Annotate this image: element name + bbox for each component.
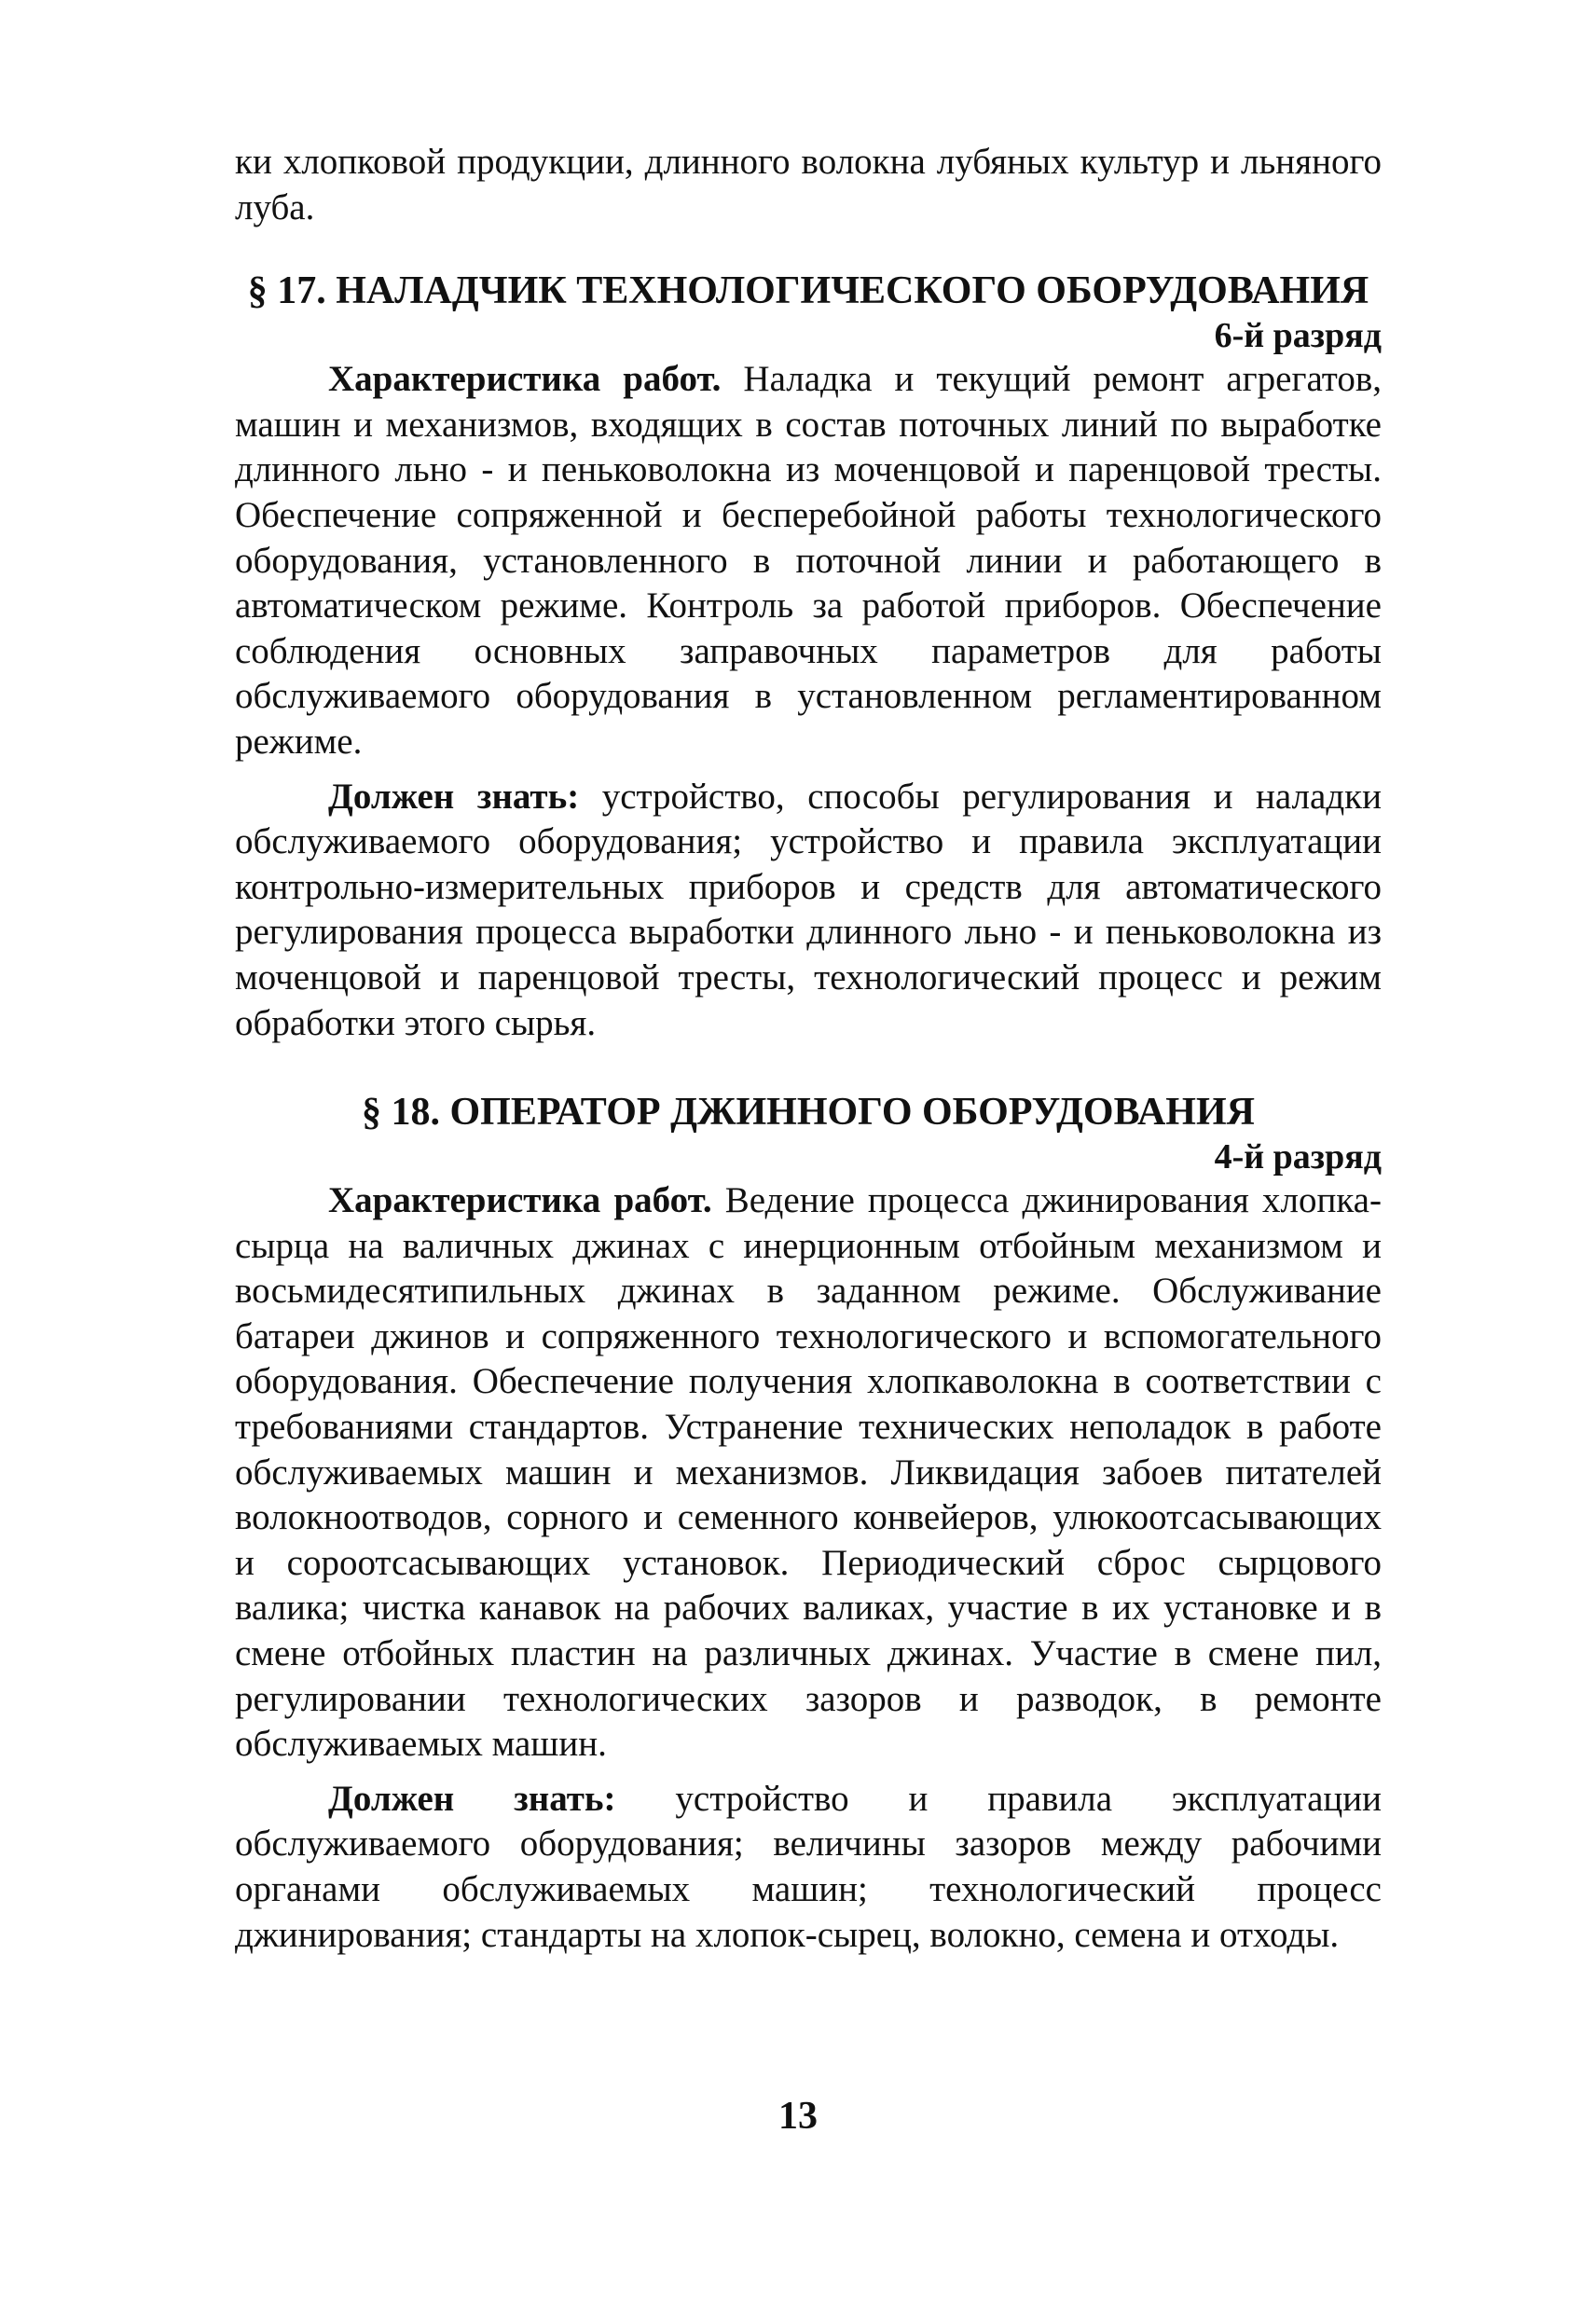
section-17-characteristics: [235, 357, 1382, 764]
characteristics-label: Характеристика работ.: [328, 359, 722, 400]
characteristics-text: Наладка и текущий ремонт агрегатов, машин и механизмов, входящих в состав поточных линий по выработке длинного льно - и пеньковолокна из моченцовой и паренцовой тресты. Обеспечение сопряженной и бесперебойной работы технологического оборудования, установленного в поточной линии и работающего в автоматическом режиме. Контроль за работой приборов. Обеспечение соблюдения основных заправочных параметров для работы обслуживаемого оборудования в установленном регламентированном режиме.: [235, 359, 1382, 762]
knowledge-text: устройство и правила эксплуатации обслуживаемого оборудования; величины зазоров между рабочими органами обслуживаемых машин; технологический процесс джинирования; стандарты на хлопок-сырец, волокно, семена и отходы.: [235, 1778, 1382, 1955]
section-17-title: § 17. НАЛАДЧИК ТЕХНОЛОГИЧЕСКОГО ОБОРУДОВАНИЯ: [247, 269, 1369, 313]
knowledge-label: Должен знать:: [328, 1778, 616, 1819]
characteristics-label: Характеристика работ.: [328, 1180, 712, 1221]
section-18-knowledge: [235, 1777, 1382, 1958]
section-18-rank: 4-й разряд: [1214, 1137, 1382, 1177]
intro-paragraph: ки хлопковой продукции, длинного волокна лубяных культур и льняного луба.: [235, 142, 1382, 227]
section-18-title: § 18. ОПЕРАТОР ДЖИННОГО ОБОРУДОВАНИЯ: [362, 1091, 1255, 1135]
knowledge-text: устройство, способы регулирования и наладки обслуживаемого оборудования; устройство и правила эксплуатации контрольно-измерительных приборов и средств для автоматического регулирования процесса выработки длинного льно - и пеньковолокна из моченцовой и паренцовой тресты, технологический процесс и режим обработки этого сырья.: [235, 776, 1382, 1043]
section-18-characteristics: [235, 1178, 1382, 1768]
page-number: 13: [778, 2095, 818, 2138]
section-17-rank: 6-й разряд: [1214, 316, 1382, 356]
knowledge-label: Должен знать:: [328, 776, 580, 817]
characteristics-text: Ведение процесса джинирования хлопка-сырца на валичных джинах с инерционным отбойным механизмом и восьмидесятипильных джинах в заданном режиме. Обслуживание батареи джинов и сопряженного технологического и вспомогательного оборудования. Обеспечение получения хлопкаволокна в соответствии с требованиями стандартов. Устранение технических неполадок в работе обслуживаемых машин и механизмов. Ликвидация забоев питателей волокноотводов, сорного и семенного конвейеров, улюкоотсасывающих и сороотсасывающих установок. Периодический сброс сырцового валика; чистка канавок на рабочих валиках, участие в их установке и в смене отбойных пластин на различных джинах. Участие в смене пил, регулировании технологических зазоров и разводок, в ремонте обслуживаемых машин.: [235, 1180, 1382, 1765]
page-body: [235, 140, 1382, 1958]
section-17-knowledge: [235, 775, 1382, 1047]
